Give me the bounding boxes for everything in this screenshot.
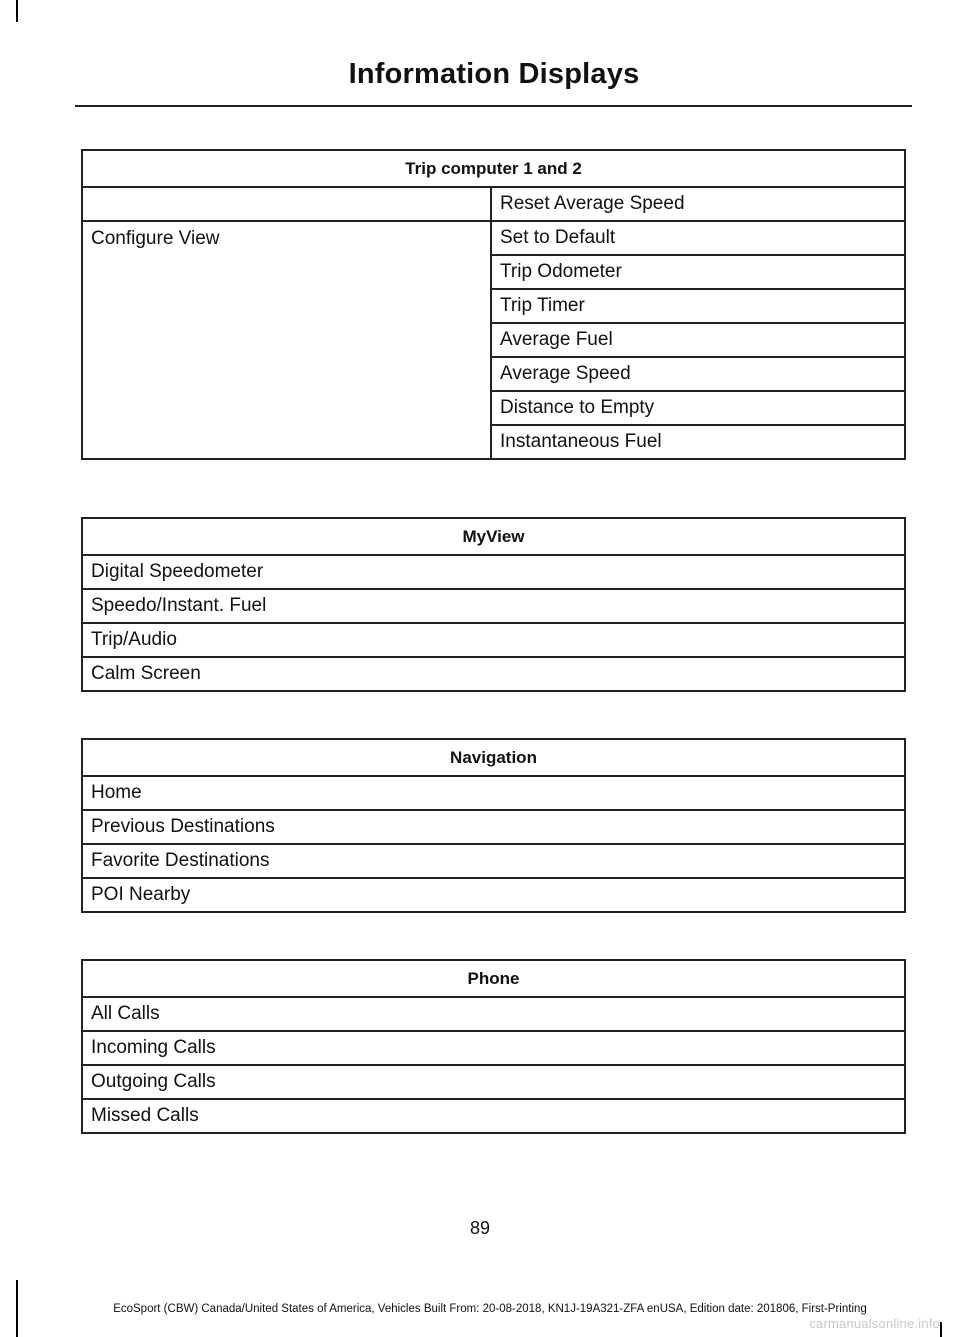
- page-number: 89: [469, 1218, 491, 1238]
- table-cell: Incoming Calls: [82, 1031, 905, 1065]
- empty-cell: [82, 187, 491, 221]
- trip-computer-table: [81, 149, 906, 460]
- navigation-heading: Navigation: [82, 739, 905, 776]
- table-cell: Reset Average Speed: [491, 187, 905, 221]
- table-cell: Instantaneous Fuel: [491, 425, 905, 459]
- table-cell: Set to Default: [491, 221, 905, 255]
- table-cell: Trip Timer: [491, 289, 905, 323]
- table-cell: Trip Odometer: [491, 255, 905, 289]
- table-cell: All Calls: [82, 997, 905, 1031]
- watermark: carmanualsonline.info: [809, 1316, 940, 1331]
- crop-mark-bottom-right: [940, 1322, 942, 1337]
- title-rule: [75, 105, 912, 107]
- table-cell: Calm Screen: [82, 657, 905, 691]
- table-cell: Favorite Destinations: [82, 844, 905, 878]
- table-cell: Previous Destinations: [82, 810, 905, 844]
- table-cell: Distance to Empty: [491, 391, 905, 425]
- table-cell: Trip/Audio: [82, 623, 905, 657]
- trip-computer-heading: Trip computer 1 and 2: [82, 150, 905, 187]
- table-cell: POI Nearby: [82, 878, 905, 912]
- table-cell: Missed Calls: [82, 1099, 905, 1133]
- table-cell: Average Speed: [491, 357, 905, 391]
- table-cell: Speedo/Instant. Fuel: [82, 589, 905, 623]
- navigation-table: [81, 738, 906, 913]
- table-cell: Average Fuel: [491, 323, 905, 357]
- phone-table: [81, 959, 906, 1134]
- myview-table: [81, 517, 906, 692]
- edition-footer: EcoSport (CBW) Canada/United States of America, Vehicles Built From: 20-08-2018, KN1J-19A321-ZFA enUSA, Edition date: 201806, First-Printing: [113, 1303, 867, 1315]
- table-cell: Outgoing Calls: [82, 1065, 905, 1099]
- table-cell: Home: [82, 776, 905, 810]
- page-title: Information Displays: [348, 58, 640, 90]
- phone-heading: Phone: [82, 960, 905, 997]
- table-cell: Digital Speedometer: [82, 555, 905, 589]
- myview-heading: MyView: [82, 518, 905, 555]
- crop-mark-top-left: [16, 0, 18, 22]
- configure-view-cell: Configure View: [82, 221, 491, 459]
